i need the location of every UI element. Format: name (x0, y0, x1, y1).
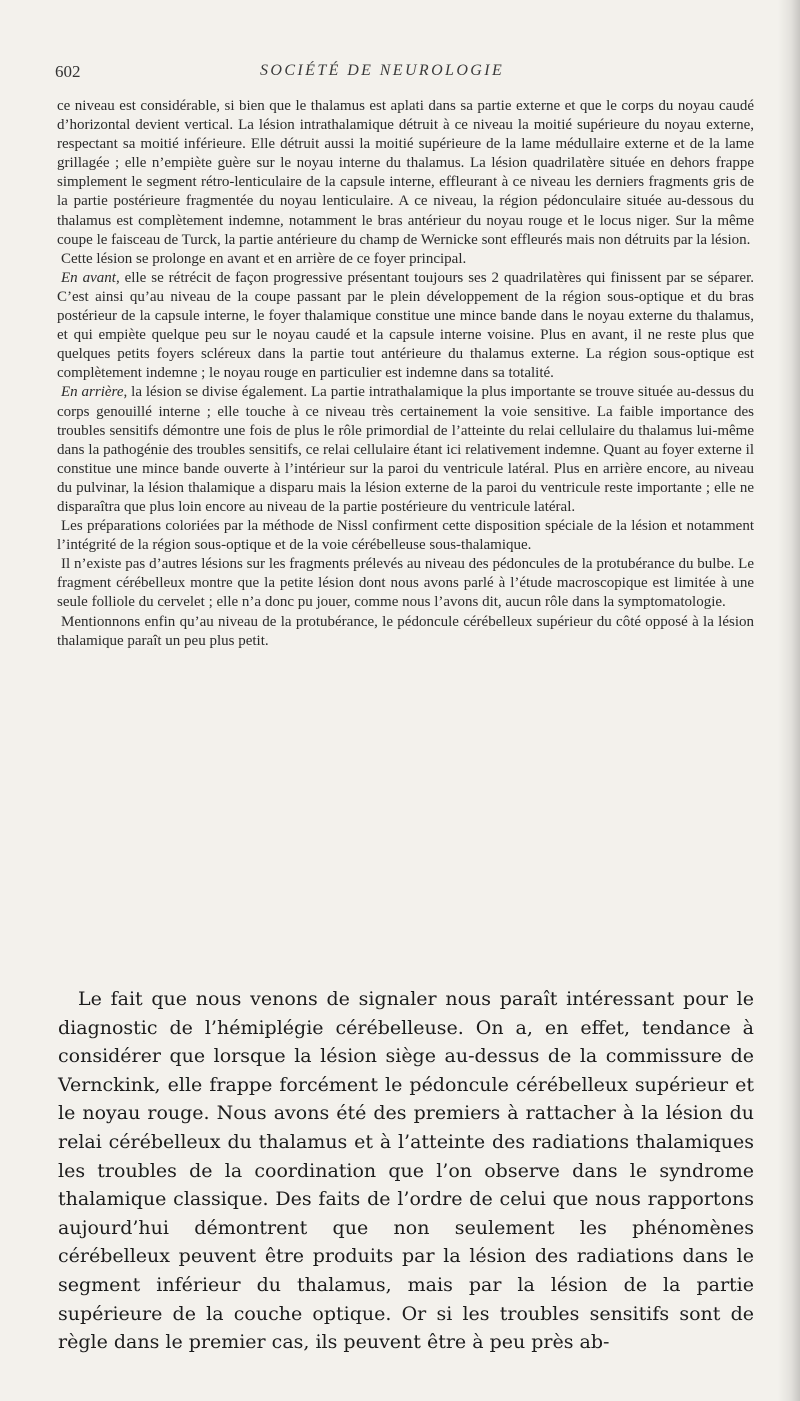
page-edge-shadow (778, 0, 800, 1401)
paragraph-mentionnons: Mentionnons enfin qu’au niveau de la protubérance, le pédoncule cérébelleux supérieur du côté opposé à la lésion thalamique paraît un peu plus petit. (57, 613, 754, 649)
large-print-section (58, 985, 754, 1357)
lead-en-avant: En avant (61, 269, 116, 286)
small-print-section (57, 97, 754, 651)
paragraph-discussion: Le fait que nous venons de signaler nous paraît intéressant pour le diagnostic de l’hémiplégie cérébelleuse. On a, en effet, tendance à considérer que lorsque la lésion siège au-dessus de la commissure de Vernckink, elle frappe forcément le pédoncule cérébelleux supérieur et le noyau rouge. Nous avons été des premiers à rattacher à la lésion du relai cérébelleux du thalamus et à l’atteinte des radiations thalamiques les troubles de la coordination que l’on observe dans le syndrome thalamique classique. Des faits de l’ordre de celui que nous rapportons aujourd’hui démontrent que non seulement les phénomènes cérébelleux peuvent être produits par la lésion des radiations dans le segment inférieur du thalamus, mais par la lésion de la partie supérieure de la couche optique. Or si les troubles sensitifs sont de règle dans le premier cas, ils peuvent être à peu près ab- (58, 988, 754, 1354)
page-number: 602 (55, 62, 81, 81)
paragraph-prolongation: Cette lésion se prolonge en avant et en arrière de ce foyer principal. (61, 250, 467, 267)
paragraph-nissl: Les préparations coloriées par la méthode de Nissl confirment cette disposition spéciale de la lésion et notamment l’intégrité de la région sous-optique et de la voie cérébelleuse sous-thalamique. (57, 518, 754, 554)
paragraph-autres-lesions: Il n’existe pas d’autres lésions sur les fragments prélevés au niveau des pédoncules de la protubérance du bulbe. Le fragment cérébelleux montre que la petite lésion dont nous avons parlé à l’étude macroscopique est limitée à une seule folliole du cervelet ; elle n’a donc pu jouer, comme nous l’avons dit, aucun rôle dans la symptomatologie. (57, 556, 754, 611)
lead-en-arriere: En arrière (61, 384, 124, 401)
paragraph-en-arriere: En arrière, la lésion se divise également. La partie intrathalamique la plus importante se trouve située au-dessus du corps genouillé interne ; elle touche à ce niveau très certainement la voie sensitive. La faible importance des troubles sensitifs démontre une fois de plus le rôle primordial de l’atteinte du relai cellulaire du thalamus lui-même dans la pathogénie des troubles sensitifs, ce relai cellulaire étant ici relativement indemne. Quant au foyer externe il constitue une mince bande ouverte à l’intérieur sur la paroi du ventricule latéral. Plus en arrière encore, au niveau du pulvinar, la lésion thalamique a disparu mais la lésion externe de la paroi du ventricule reste importante ; elle ne disparaîtra que plus loin encore au niveau de la partie postérieure du ventricule latéral. (57, 384, 754, 515)
running-title: SOCIÉTÉ DE NEUROLOGIE (260, 62, 505, 79)
paragraph-continuation: ce niveau est considérable, si bien que le thalamus est aplati dans sa partie externe et que le corps du noyau caudé d’horizontal devient vertical. La lésion intrathalamique détruit à ce niveau la moitié supérieure du noyau externe, respectant sa moitié inférieure. Elle détruit aussi la moitié supérieure de la lame médullaire externe et de la lame grillagée ; elle n’empiète guère sur le noyau interne du thalamus. La lésion quadrilatère située en dehors frappe simplement le segment rétro-lenticulaire de la capsule interne, effleurant à ce niveau les derniers fragments gris de la partie postérieure fragmentée du noyau lenticulaire. A ce niveau, la région pédonculaire située au-dessous du thalamus est complètement indemne, notamment le bras antérieur du noyau rouge et le locus niger. Sur la même coupe le faisceau de Turck, la partie antérieure du champ de Wernicke sont effleurés mais non détruits par la lésion. (57, 98, 754, 248)
page-header (55, 62, 755, 86)
paragraph-en-avant: En avant, elle se rétrécit de façon progressive présentant toujours ses 2 quadrilatères qui finissent par se séparer. C’est ainsi qu’au niveau de la coupe passant par le plein développement de la région sous-optique et du bras postérieur de la capsule interne, le foyer thalamique constitue une mince bande dans le noyau externe du thalamus, et qui empiète quelque peu sur le noyau caudé et la capsule interne voisine. Plus en avant, il ne reste plus que quelques petits foyers scléreux dans la partie tout antérieure du thalamus externe. La région sous-optique est complètement indemne ; le noyau rouge en particulier est indemne dans sa totalité. (57, 269, 754, 382)
